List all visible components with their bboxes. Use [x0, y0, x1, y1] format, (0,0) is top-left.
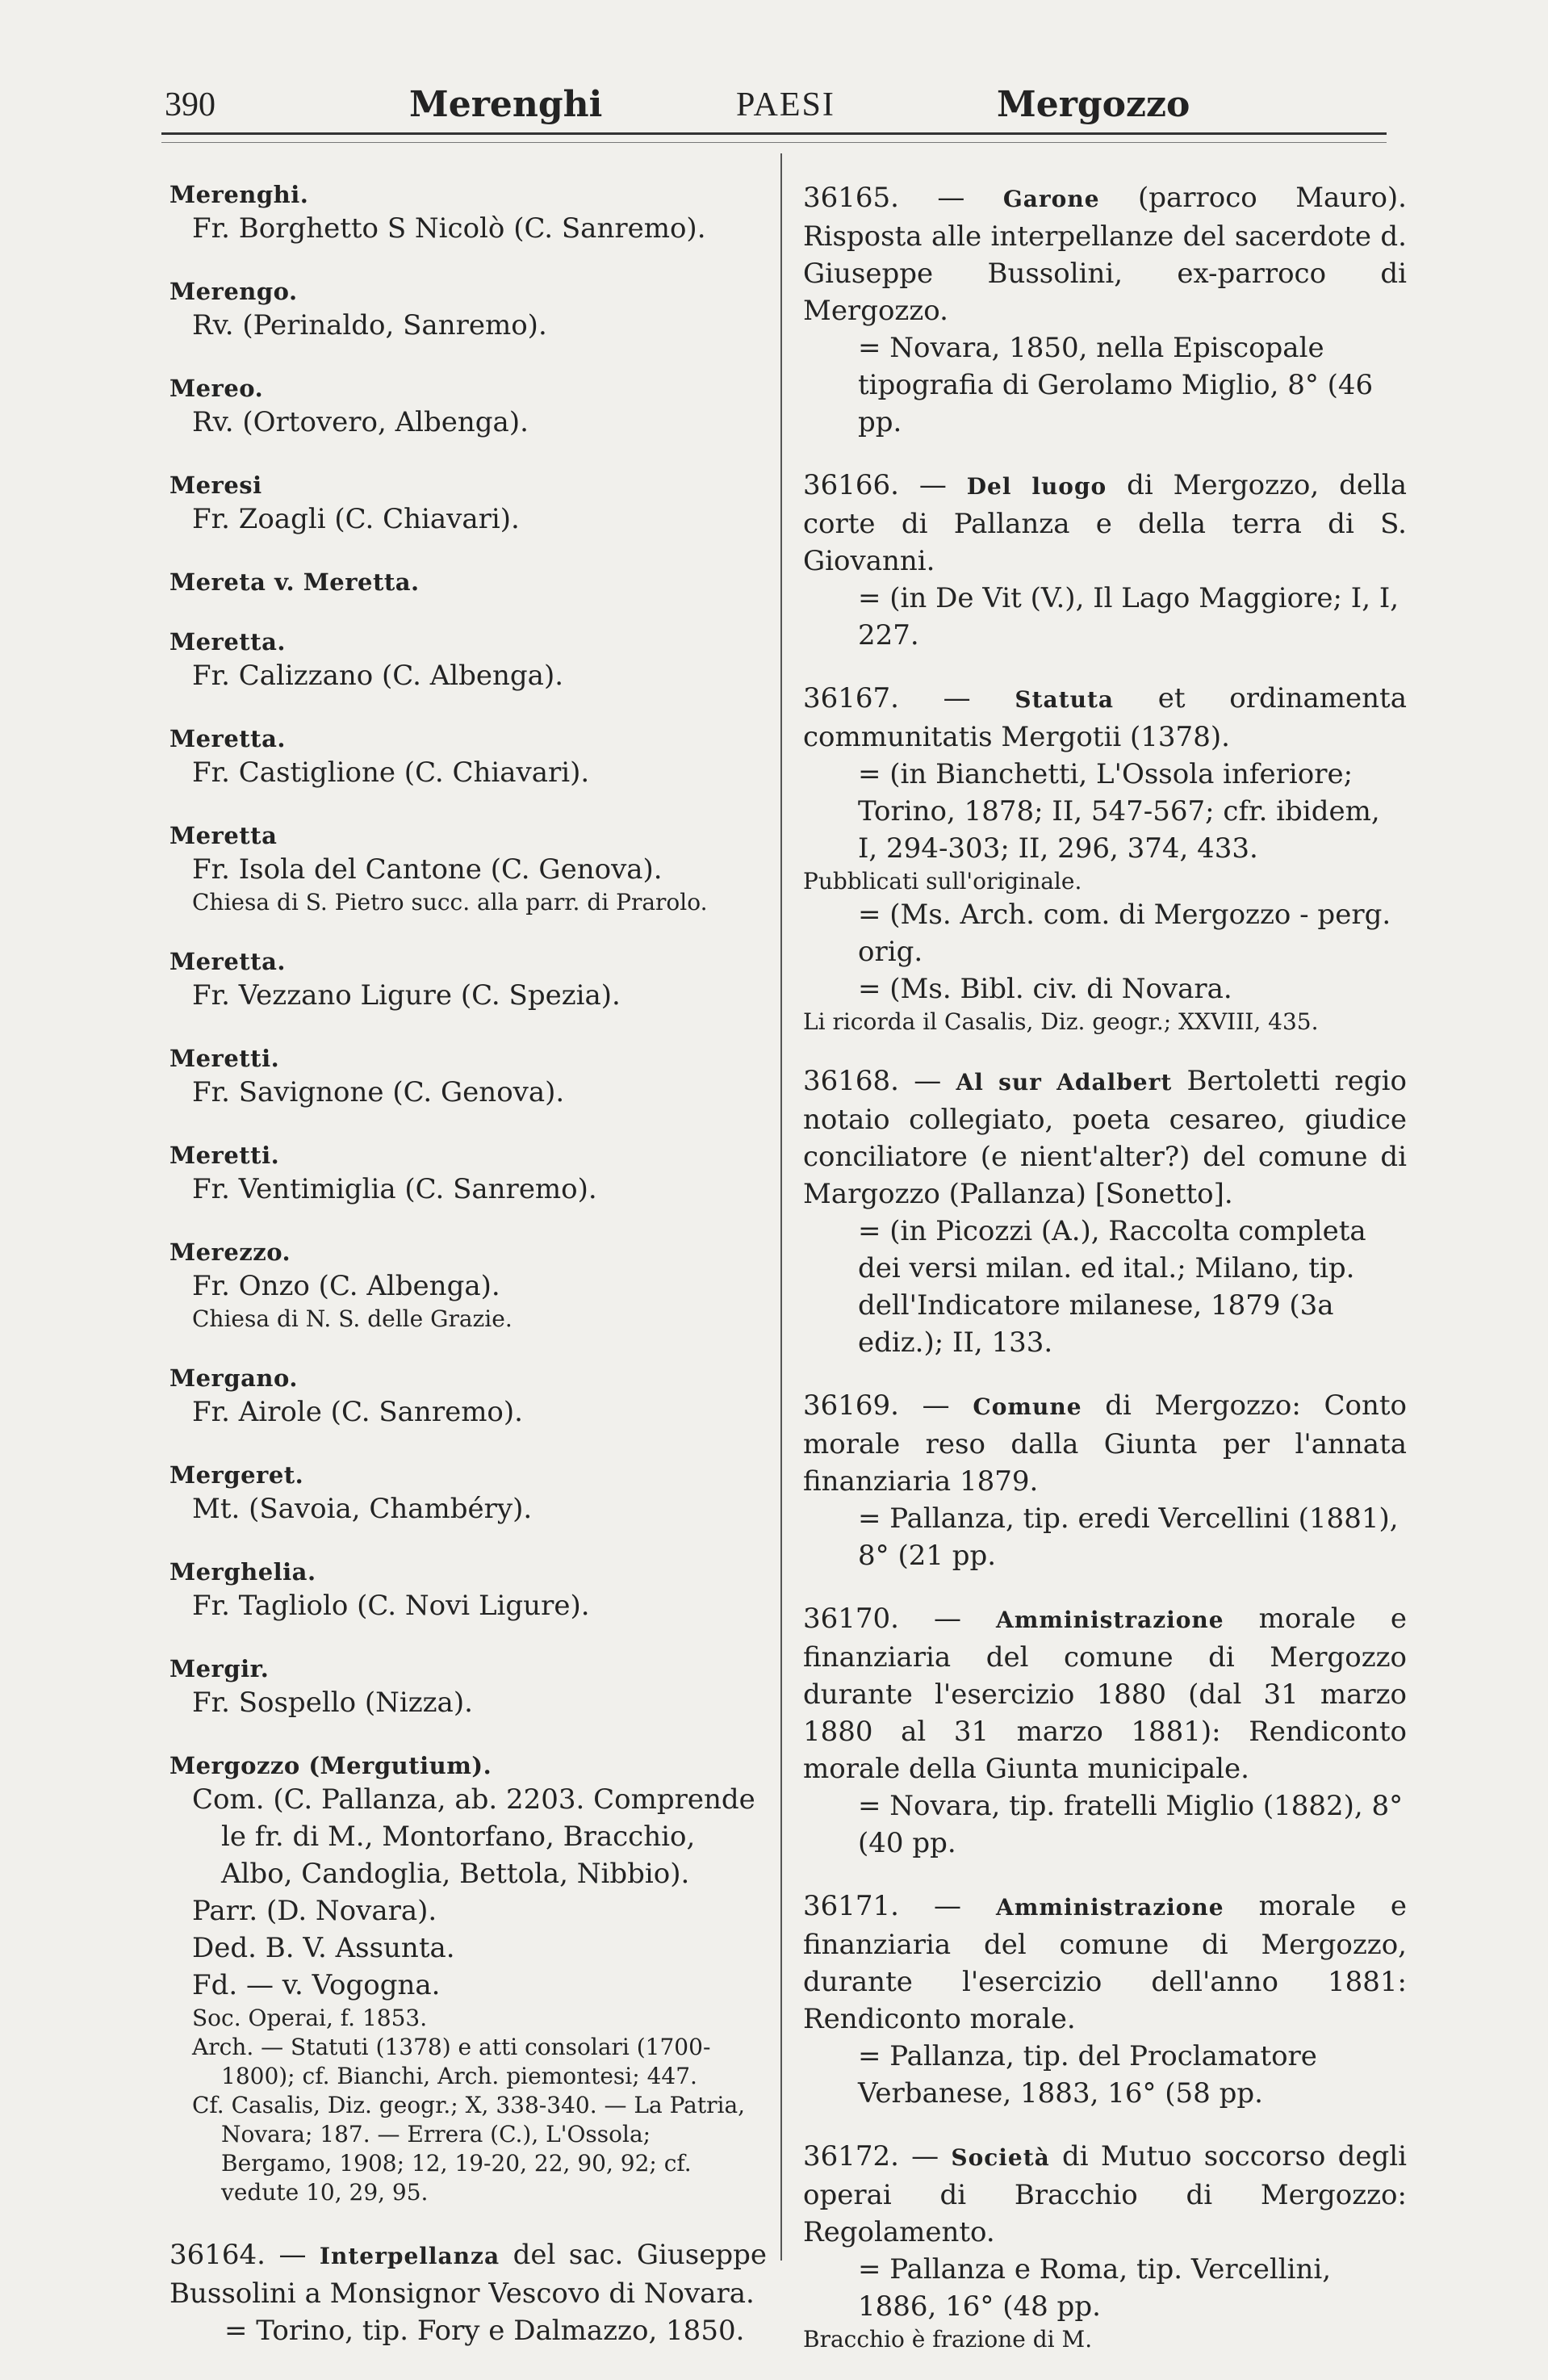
entry-note: Bracchio è frazione di M. [803, 2326, 1093, 2353]
place-detail: Fr. Zoagli (C. Chiavari). [192, 503, 520, 535]
entry-lead: Amministrazione [996, 1894, 1224, 1921]
place-name: Meretta. [169, 725, 286, 752]
place-name: Merezzo. [169, 1238, 291, 1266]
place-detail: Com. (C. Pallanza, ab. 2203. Comprende le fr. di M., Montorfano, Bracchio, Albo, Candoglia, Bettola, Nibbio). [192, 1783, 755, 1890]
place-entry [169, 373, 767, 441]
place-entry [169, 1653, 767, 1721]
place-detail: Fr. Borghetto S Nicolò (C. Sanremo). [192, 212, 706, 245]
place-detail: Fr. Sospello (Nizza). [192, 1687, 473, 1719]
bibliography-entry [803, 179, 1407, 441]
place-entry [169, 1460, 767, 1527]
place-detail: Parr. (D. Novara). [192, 1895, 437, 1927]
entry-title: Bertoletti regio notaio collegiato, poeta cesareo, giudice conciliatore (e nient'alter?) del comune di Margozzo (Pallanza) [Sonetto]. [803, 1065, 1407, 1210]
entry-number: 36164. — [169, 2239, 320, 2271]
entry-lead: Amministrazione [996, 1607, 1224, 1633]
place-name: Merghelia. [169, 1558, 316, 1586]
place-name: Meretta. [169, 948, 286, 975]
place-note: Chiesa di N. S. delle Grazie. [192, 1305, 513, 1332]
entry-lead: Comune [973, 1393, 1082, 1420]
place-entry [169, 1140, 767, 1208]
place-name: Mereta v. Meretta. [169, 568, 420, 596]
entry-lead: Interpellanza [319, 2243, 500, 2269]
entry-imprint: = (Ms. Bibl. civ. di Novara. [858, 973, 1232, 1005]
entry-lead: Garone [1002, 186, 1100, 212]
place-detail: Fr. Isola del Cantone (C. Genova). [192, 853, 663, 886]
bibliography-entry [803, 1062, 1407, 1361]
right-column [803, 179, 1407, 2380]
header-rule-thin [161, 142, 1387, 143]
place-name: Meretti. [169, 1045, 280, 1072]
place-name: Meretti. [169, 1142, 280, 1169]
entry-text [803, 1062, 1407, 1213]
place-entry [169, 946, 767, 1014]
page-number: 390 [165, 86, 215, 124]
place-detail: Fr. Tagliolo (C. Novi Ligure). [192, 1590, 590, 1622]
entry-number: 36166. — [803, 469, 967, 501]
place-detail: Fr. Savignone (C. Genova). [192, 1076, 565, 1108]
place-name: Mergozzo (Mergutium). [169, 1752, 492, 1779]
place-entry [169, 179, 767, 247]
place-detail: Fr. Calizzano (C. Albenga). [192, 660, 564, 692]
bibliography-entry [803, 467, 1407, 654]
entry-number: 36165. — [803, 182, 1003, 214]
entry-lead: Società [951, 2144, 1050, 2171]
entry-number: 36171. — [803, 1890, 997, 1922]
entry-number: 36168. — [803, 1065, 956, 1097]
place-name: Mergano. [169, 1364, 298, 1392]
place-entry [169, 626, 767, 694]
entry-text [803, 680, 1407, 756]
entry-title: di Mergozzo, della corte di Pallanza e della terra di S. Giovanni. [803, 469, 1407, 577]
column-divider [780, 153, 782, 2261]
entry-text [803, 467, 1407, 580]
bibliography-entry [803, 1387, 1407, 1574]
entry-imprint: = (in Bianchetti, L'Ossola inferiore; Torino, 1878; II, 547-567; cfr. ibidem, I, 294-303; II, 296, 374, 433. [858, 758, 1380, 865]
running-head-center: PAESI [736, 86, 835, 124]
entry-text [169, 2236, 767, 2312]
place-name: Meresi [169, 471, 262, 499]
place-detail: Mt. (Savoia, Chambéry). [192, 1493, 533, 1525]
place-detail: Fr. Onzo (C. Albenga). [192, 1270, 500, 1302]
bibliography-entry [803, 1600, 1407, 1862]
entry-imprint: = (in Picozzi (A.), Raccolta completa dei versi milan. ed ital.; Milano, tip. dell'Indicatore milanese, 1879 (3a ediz.); II, 133. [858, 1215, 1366, 1359]
entry-imprint: = Pallanza e Roma, tip. Vercellini, 1886, 16° (48 pp. [858, 2253, 1332, 2323]
place-name: Meretta. [169, 628, 286, 656]
place-entry [169, 1237, 767, 1334]
place-entry [169, 1750, 767, 2207]
place-detail: Fr. Ventimiglia (C. Sanremo). [192, 1173, 597, 1205]
place-detail: Rv. (Ortovero, Albenga). [192, 406, 529, 438]
entry-title: morale e finanziaria del comune di Mergozzo durante l'esercizio 1880 (dal 31 marzo 1880 al 31 marzo 1881): Rendiconto morale della Giunta municipale. [803, 1603, 1407, 1785]
header-rule [161, 132, 1387, 135]
place-note: Chiesa di S. Pietro succ. alla parr. di Prarolo. [192, 889, 708, 916]
place-detail: Ded. B. V. Assunta. [192, 1932, 455, 1964]
place-entry [169, 820, 767, 917]
entry-imprint: = Pallanza, tip. eredi Vercellini (1881), 8° (21 pp. [858, 1502, 1399, 1572]
entry-note: Li ricorda il Casalis, Diz. geogr.; XXVIII, 435. [803, 1008, 1319, 1035]
place-detail: Cf. Casalis, Diz. geogr.; X, 338-340. — La Patria, Novara; 187. — Errera (C.), L'Ossola; Bergamo, 1908; 12, 19-20, 22, 90, 92; cf. vedute 10, 29, 95. [192, 2092, 746, 2206]
entry-note: Pubblicati sull'originale. [803, 868, 1082, 895]
place-entry [169, 1043, 767, 1111]
entry-title: morale e finanziaria del comune di Mergozzo, durante l'esercizio dell'anno 1881: Rendiconto morale. [803, 1890, 1407, 2035]
entry-text [803, 1387, 1407, 1500]
entry-title: di Mergozzo: Conto morale reso dalla Giunta per l'annata finanziaria 1879. [803, 1389, 1407, 1498]
place-detail: Soc. Operai, f. 1853. [192, 2005, 428, 2031]
place-detail: Fr. Vezzano Ligure (C. Spezia). [192, 979, 621, 1012]
place-detail: Fd. — v. Vogogna. [192, 1969, 441, 2001]
bibliography-entry [803, 2138, 1407, 2354]
entry-text [803, 179, 1407, 329]
entry-imprint: = Torino, tip. Fory e Dalmazzo, 1850. [224, 2315, 745, 2347]
entry-title: (parroco Mauro). Risposta alle interpellanze del sacerdote d. Giuseppe Bussolini, ex-parroco di Mergozzo. [803, 182, 1407, 327]
place-detail: Arch. — Statuti (1378) e atti consolari (1700-1800); cf. Bianchi, Arch. piemontesi; 447. [192, 2034, 711, 2089]
place-entry [169, 723, 767, 791]
entry-text [803, 1600, 1407, 1787]
entry-number: 36170. — [803, 1603, 997, 1635]
entry-title: et ordinamenta communitatis Mergotii (1378). [803, 682, 1407, 753]
entry-imprint: = (in De Vit (V.), Il Lago Maggiore; I, I, 227. [858, 582, 1399, 652]
bibliography-entry [803, 680, 1407, 1037]
place-detail: Rv. (Perinaldo, Sanremo). [192, 309, 547, 341]
entry-title: del sac. Giuseppe Bussolini a Monsignor Vescovo di Novara. [169, 2239, 767, 2310]
entry-title: di Mutuo soccorso degli operai di Bracchio di Mergozzo: Regolamento. [803, 2140, 1407, 2248]
place-entry [169, 1363, 767, 1431]
running-head-right: Mergozzo [997, 84, 1190, 125]
place-detail: Fr. Airole (C. Sanremo). [192, 1396, 523, 1428]
place-name: Meretta [169, 822, 278, 849]
entry-text [803, 2138, 1407, 2251]
entry-text [803, 1888, 1407, 2038]
place-entry [169, 276, 767, 344]
bibliography-entry [169, 2236, 767, 2349]
place-entry [169, 567, 767, 597]
entry-imprint: = Pallanza, tip. del Proclamatore Verbanese, 1883, 16° (58 pp. [858, 2040, 1317, 2110]
place-name: Merenghi. [169, 181, 309, 208]
entry-lead: Del luogo [966, 473, 1107, 500]
entry-lead: Statuta [1015, 686, 1115, 713]
entry-imprint: = (Ms. Arch. com. di Mergozzo - perg. orig. [858, 899, 1391, 968]
entry-imprint: = Novara, tip. fratelli Miglio (1882), 8° (40 pp. [858, 1790, 1404, 1859]
entry-number: 36169. — [803, 1389, 973, 1422]
place-name: Mereo. [169, 375, 264, 402]
entry-number: 36172. — [803, 2140, 952, 2173]
left-column [169, 179, 767, 2375]
entry-number: 36167. — [803, 682, 1015, 714]
place-entry [169, 470, 767, 538]
place-entry [169, 1557, 767, 1624]
entry-lead: Al sur Adalbert [956, 1069, 1173, 1096]
entry-imprint: = Novara, 1850, nella Episcopale tipografia di Gerolamo Miglio, 8° (46 pp. [858, 332, 1374, 438]
bibliography-entry [803, 1888, 1407, 2112]
place-name: Merengo. [169, 278, 298, 305]
running-head-left: Merenghi [409, 84, 603, 125]
place-detail: Fr. Castiglione (C. Chiavari). [192, 756, 590, 789]
place-name: Mergeret. [169, 1461, 304, 1489]
place-name: Mergir. [169, 1655, 270, 1682]
